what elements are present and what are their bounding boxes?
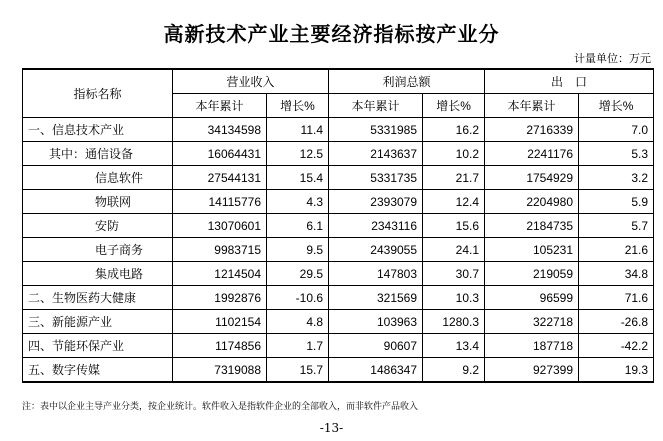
- cell-profit-growth: 24.1: [423, 238, 485, 262]
- row-name: 集成电路: [23, 262, 173, 286]
- cell-revenue: 1174856: [173, 334, 267, 358]
- cell-revenue-growth: 9.5: [267, 238, 329, 262]
- cell-export-growth: -42.2: [579, 334, 654, 358]
- header-sub: 增长%: [267, 94, 329, 118]
- cell-profit: 2343116: [329, 214, 423, 238]
- table-row: [23, 286, 654, 310]
- header-sub: 增长%: [579, 94, 654, 118]
- header-indicator: 指标名称: [23, 69, 173, 118]
- cell-profit-growth: 16.2: [423, 118, 485, 142]
- cell-profit: 321569: [329, 286, 423, 310]
- row-name: 安防: [23, 214, 173, 238]
- cell-export-growth: 5.3: [579, 142, 654, 166]
- table-row: [23, 238, 654, 262]
- cell-profit: 147803: [329, 262, 423, 286]
- table-row: [23, 118, 654, 142]
- cell-export: 1754929: [485, 166, 579, 190]
- header-sub: 本年累计: [173, 94, 267, 118]
- cell-revenue-growth: 4.3: [267, 190, 329, 214]
- cell-revenue-growth: 15.4: [267, 166, 329, 190]
- table-row: [23, 190, 654, 214]
- cell-profit: 5331735: [329, 166, 423, 190]
- cell-export: 2716339: [485, 118, 579, 142]
- cell-profit-growth: 10.3: [423, 286, 485, 310]
- cell-export: 322718: [485, 310, 579, 334]
- cell-profit-growth: 30.7: [423, 262, 485, 286]
- cell-revenue-growth: 1.7: [267, 334, 329, 358]
- cell-profit: 1486347: [329, 358, 423, 383]
- row-name: 物联网: [23, 190, 173, 214]
- cell-export: 2241176: [485, 142, 579, 166]
- row-name: 三、新能源产业: [23, 310, 173, 334]
- cell-export-growth: 34.8: [579, 262, 654, 286]
- cell-revenue: 1214504: [173, 262, 267, 286]
- cell-profit: 2393079: [329, 190, 423, 214]
- cell-export: 927399: [485, 358, 579, 383]
- cell-profit-growth: 1280.3: [423, 310, 485, 334]
- cell-export-growth: 5.9: [579, 190, 654, 214]
- row-name: 五、数字传媒: [23, 358, 173, 383]
- cell-export: 105231: [485, 238, 579, 262]
- cell-export-growth: 71.6: [579, 286, 654, 310]
- cell-export-growth: 21.6: [579, 238, 654, 262]
- header-group-profit: 利润总额: [329, 69, 485, 94]
- cell-revenue: 13070601: [173, 214, 267, 238]
- header-group-export: 出 口: [485, 69, 654, 94]
- cell-profit-growth: 21.7: [423, 166, 485, 190]
- cell-export: 187718: [485, 334, 579, 358]
- table-row: [23, 262, 654, 286]
- cell-profit: 2143637: [329, 142, 423, 166]
- cell-export: 2204980: [485, 190, 579, 214]
- header-group-revenue: 营业收入: [173, 69, 329, 94]
- cell-revenue: 14115776: [173, 190, 267, 214]
- cell-export-growth: 19.3: [579, 358, 654, 383]
- table-row: [23, 214, 654, 238]
- row-name: 一、信息技术产业: [23, 118, 173, 142]
- header-sub: 本年累计: [329, 94, 423, 118]
- unit-label: 计量单位：万元: [574, 52, 651, 65]
- cell-export-growth: 7.0: [579, 118, 654, 142]
- row-name: 二、生物医药大健康: [23, 286, 173, 310]
- cell-revenue: 16064431: [173, 142, 267, 166]
- cell-revenue: 1992876: [173, 286, 267, 310]
- cell-export: 2184735: [485, 214, 579, 238]
- page-number: -13-: [319, 421, 344, 435]
- cell-revenue-growth: 11.4: [267, 118, 329, 142]
- cell-revenue-growth: 15.7: [267, 358, 329, 383]
- cell-revenue: 27544131: [173, 166, 267, 190]
- cell-export: 219059: [485, 262, 579, 286]
- row-name: 电子商务: [23, 238, 173, 262]
- cell-revenue: 1102154: [173, 310, 267, 334]
- cell-revenue: 7319088: [173, 358, 267, 383]
- cell-profit-growth: 13.4: [423, 334, 485, 358]
- row-name: 信息软件: [23, 166, 173, 190]
- cell-export: 96599: [485, 286, 579, 310]
- table-row: [23, 142, 654, 166]
- cell-profit-growth: 15.6: [423, 214, 485, 238]
- cell-export-growth: 3.2: [579, 166, 654, 190]
- cell-revenue-growth: 6.1: [267, 214, 329, 238]
- cell-profit: 90607: [329, 334, 423, 358]
- header-sub: 增长%: [423, 94, 485, 118]
- cell-revenue-growth: -10.6: [267, 286, 329, 310]
- page-title: 高新技术产业主要经济指标按产业分: [163, 22, 500, 46]
- cell-profit: 2439055: [329, 238, 423, 262]
- cell-profit-growth: 9.2: [423, 358, 485, 383]
- cell-export-growth: -26.8: [579, 310, 654, 334]
- cell-profit-growth: 12.4: [423, 190, 485, 214]
- table-row: [23, 166, 654, 190]
- indicator-table: [22, 68, 654, 383]
- header-row-groups: [23, 69, 654, 94]
- row-name: 其中：通信设备: [23, 142, 173, 166]
- cell-profit: 103963: [329, 310, 423, 334]
- cell-profit: 5331985: [329, 118, 423, 142]
- cell-export-growth: 5.7: [579, 214, 654, 238]
- cell-revenue: 9983715: [173, 238, 267, 262]
- row-name: 四、节能环保产业: [23, 334, 173, 358]
- header-sub: 本年累计: [485, 94, 579, 118]
- table-row: [23, 358, 654, 383]
- table-footnote: 注：表中以企业主导产业分类，按企业统计。软件收入是指软件企业的全部收入，而非软件产品收入: [22, 402, 419, 412]
- table-row: [23, 310, 654, 334]
- cell-revenue: 34134598: [173, 118, 267, 142]
- cell-revenue-growth: 12.5: [267, 142, 329, 166]
- table-row: [23, 334, 654, 358]
- cell-profit-growth: 10.2: [423, 142, 485, 166]
- cell-revenue-growth: 4.8: [267, 310, 329, 334]
- cell-revenue-growth: 29.5: [267, 262, 329, 286]
